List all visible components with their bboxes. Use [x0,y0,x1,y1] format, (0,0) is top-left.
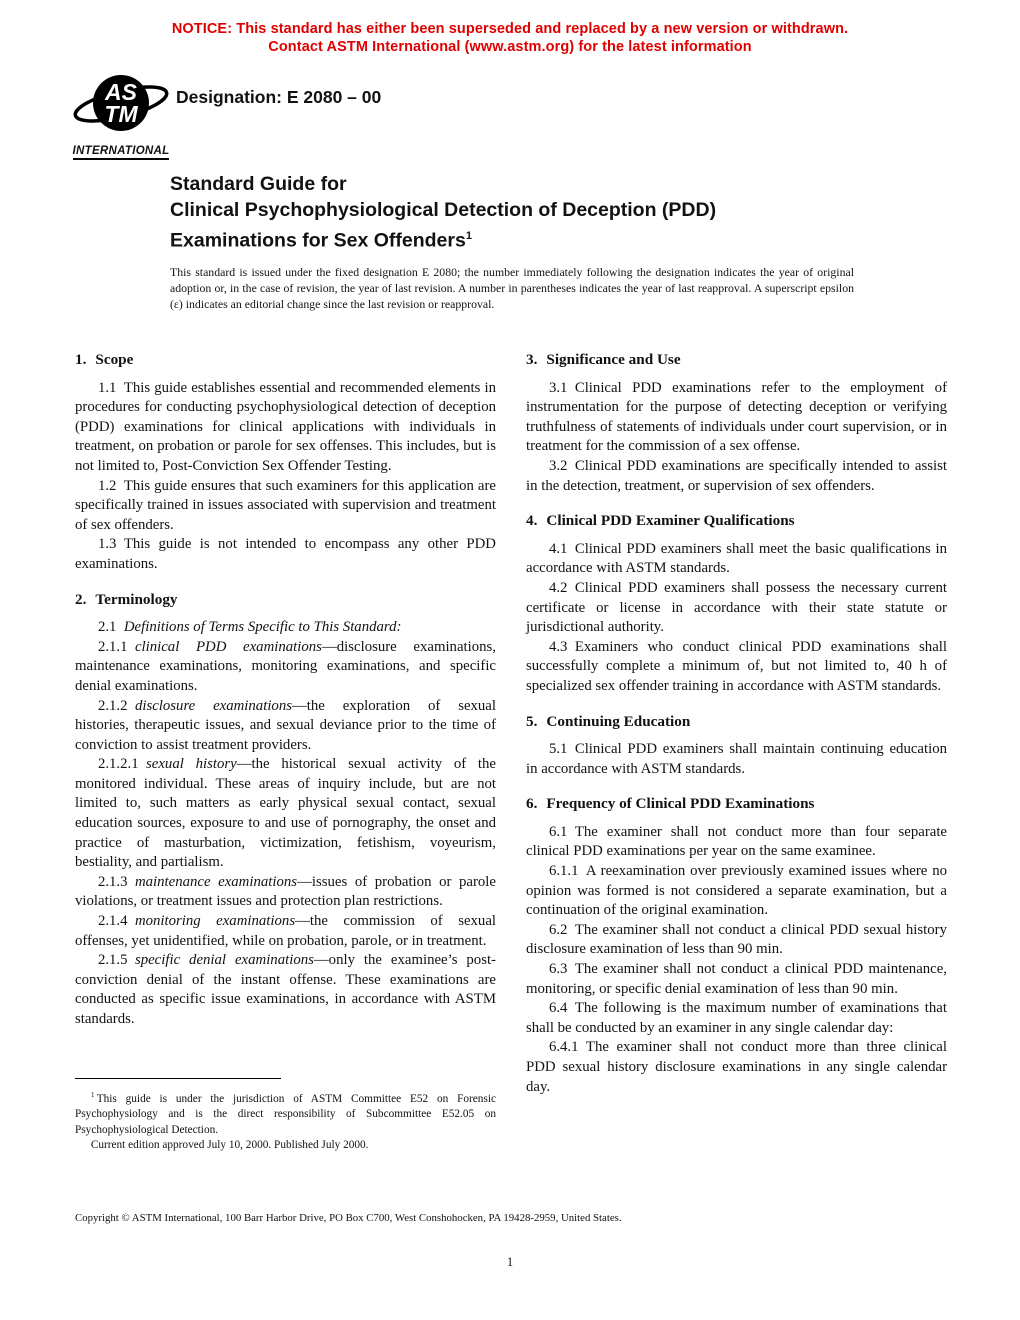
text-run: 6.2 The examiner shall not conduct a clinical PDD sexual history disclosure examination of less than 90 min. [526,921,947,958]
footnote-separator [75,1078,281,1079]
section-title: Terminology [95,590,178,608]
text-run: 2.1 [97,619,124,636]
title-line-3 [170,223,716,254]
section-number: 2. [75,590,87,608]
section-number: 4. [526,512,538,530]
issuance-note: This standard is issued under the fixed designation E 2080; the number immediately following the designation indicates the year of original adoption or, in the case of revision, the year of last revision. A number in parentheses indicates the year of last reapproval. A superscript epsilon (ε) indicates an editorial change since the last revision or reapproval. [170,265,854,311]
text-run: 2.1.1 [97,638,135,655]
text-run: This guide is under the jurisdiction of ASTM Committee E52 on Forensic Psychophysiology and is the direct responsibility of Subcommittee E52.05 on Psychophysiological Detection. [75,1092,496,1136]
section-heading [526,794,947,814]
paragraph [526,823,947,862]
text-run: 2.1.2.1 [97,756,147,773]
paragraph [75,618,496,638]
title-line-1: Standard Guide for [170,173,347,195]
section-title: Significance and Use [546,351,681,368]
copyright-line: Copyright © ASTM International, 100 Barr Harbor Drive, PO Box C700, West Conshohocken, PA 19428-2959, United States. [75,1212,622,1224]
text-run: 6.1 The examiner shall not conduct more than four separate clinical PDD examinations per year on the same examinee. [526,823,947,860]
page-number: 1 [506,1255,514,1269]
paragraph [75,477,496,536]
text-run: 3.2 Clinical PDD examinations are specifically intended to assist in the detection, treatment, or supervision of sex offenders. [526,457,947,494]
superscript: 1 [90,1090,95,1099]
text-run: —the exploration of sexual histories, therapeutic issues, and sexual deviance prior to the time of conviction to assist treatment providers. [75,697,496,753]
paragraph [526,921,947,960]
footnote-text [75,1087,496,1153]
text-run: 2.1.2 [97,697,135,714]
paragraph [75,755,496,873]
paragraph [526,960,947,999]
footnote-paragraph [75,1087,496,1138]
section-title: Frequency of Clinical PDD Examinations [546,795,815,813]
astm-globe-icon [71,72,171,136]
paragraph [75,379,496,477]
document-title [170,171,716,254]
text-run: 2.1.3 [97,873,135,890]
paragraph [526,1038,947,1097]
section-title: Continuing Education [546,712,691,730]
paragraph [526,379,947,457]
text-run: 1.2 This guide ensures that such examiners for this application are specifically trained in issues associated with supervision and treatment of sex offenders. [75,477,496,533]
paragraph [75,535,496,574]
notice-line-2: Contact ASTM International (www.astm.org) for the latest information [268,38,752,55]
section-title: Scope [95,351,134,368]
defined-term: clinical PDD examinations [134,638,322,655]
text-run: Examinations for Sex Offenders [170,229,466,252]
text-run: 6.4.1 The examiner shall not conduct more than three clinical PDD sexual history disclosure examinations in any single calendar day. [526,1039,947,1095]
section-number: 5. [526,712,538,730]
section-number: 3. [526,351,538,368]
footnote-paragraph [75,1138,496,1153]
paragraph [526,638,947,697]
text-run: 6.3 The examiner shall not conduct a clinical PDD maintenance, monitoring, or specific denial examination of less than 90 min. [526,961,947,997]
paragraph [75,638,496,697]
paragraph [526,579,947,638]
astm-logo [70,72,172,160]
paragraph [526,740,947,779]
text-run: 4.2 Clinical PDD examiners shall possess the necessary current certificate or license in accordance with their state statute or jurisdictional authority. [526,579,947,636]
section-number: 1. [75,351,87,368]
text-run: —issues of probation or parole violations, or treatment issues and protection plan restrictions. [75,873,496,910]
section-heading [75,350,496,370]
body-columns [75,340,947,1097]
text-run: —disclosure examinations, maintenance examinations, monitoring examinations, and specific denial examinations. [75,638,497,694]
defined-term: maintenance examinations [134,873,298,890]
paragraph [75,873,496,912]
paragraph [526,457,947,496]
right-column [526,340,947,1097]
paragraph [75,951,496,1029]
supersession-notice [0,21,1020,56]
text-run: 5.1 Clinical PDD examiners shall maintain continuing education in accordance with ASTM standards. [526,741,947,777]
title-line-2: Clinical Psychophysiological Detection of Deception (PDD) [170,199,717,221]
text-run: —only the examinee’s post-conviction denial of the instant offense. These examinations are conducted as specific issue examinations, in accordance with ASTM standards. [75,952,496,1027]
text-run: 1.3 This guide is not intended to encompass any other PDD examinations. [75,536,496,572]
section-heading [526,712,947,732]
paragraph [75,912,496,951]
section-heading [75,590,496,610]
text-run: Current edition approved July 10, 2000. Published July 2000. [90,1138,369,1151]
paragraph [526,862,947,921]
section-heading [526,350,947,370]
section-number: 6. [526,795,538,813]
defined-term: disclosure examinations [134,697,292,714]
footnote [75,1078,496,1153]
text-run: 3.1 Clinical PDD examinations refer to the employment of instrumentation for the purpose of detecting deception or verifying truthfulness of statements of individuals under court supervision, or in treatment for the commission of a sex offense. [526,379,947,455]
text-run: 2.1.4 [97,913,135,930]
defined-term: sexual history [146,756,237,773]
designation-text: Designation: E 2080 – 00 [176,87,382,107]
logo-letters-top: AS [105,79,137,105]
defined-term: Definitions of Terms Specific to This Standard: [123,619,402,636]
notice-line-1: NOTICE: This standard has either been superseded and replaced by a new version or withdrawn. [171,21,849,37]
text-run: 4.1 Clinical PDD examiners shall meet the basic qualifications in accordance with ASTM standards. [526,540,947,577]
text-run: 2.1.5 [97,952,135,969]
defined-term: specific denial examinations [134,952,314,969]
section-heading [526,511,947,531]
text-run: —the commission of sexual offenses, yet unidentified, while on probation, parole, or in treatment. [75,913,496,949]
defined-term: monitoring examinations [134,913,296,930]
text-run: 6.4 The following is the maximum number of examinations that shall be conducted by an examiner in any single calendar day: [526,1000,947,1036]
paragraph [526,999,947,1038]
text-run: 1.1 This guide establishes essential and recommended elements in procedures for conducting psychophysiological detection of deception (PDD) examinations for clinical applications with individuals in treatment, on probation or parole for sex offenses. This includes, but is not limited to, Post-Conviction Sex Offender Testing. [75,379,496,474]
text-run: —the historical sexual activity of the monitored individual. These areas of inquiry include, but are not limited to, such matters as early physical sexual contact, sexual education sources, exposure to and use of pornography, the onset and practice of masturbation, victimization, fetishism, voyeurism, bestiality, and partialism. [75,756,497,871]
logo-letters-bottom: TM [104,101,138,127]
section-title: Clinical PDD Examiner Qualifications [546,512,795,530]
paragraph [526,540,947,579]
left-column [75,340,496,1097]
paragraph [75,697,496,756]
text-run: 4.3 Examiners who conduct clinical PDD examinations shall successfully complete a minimum of, but not limited to, 40 h of specialized sex offender training in accordance with ASTM standards. [526,638,947,694]
logo-international-label: INTERNATIONAL [73,145,170,160]
text-run: 6.1.1 A reexamination over previously examined issues where no opinion was formed is not considered a separate examination, but a continuation of the original examination. [526,863,947,919]
superscript: 1 [465,230,472,242]
